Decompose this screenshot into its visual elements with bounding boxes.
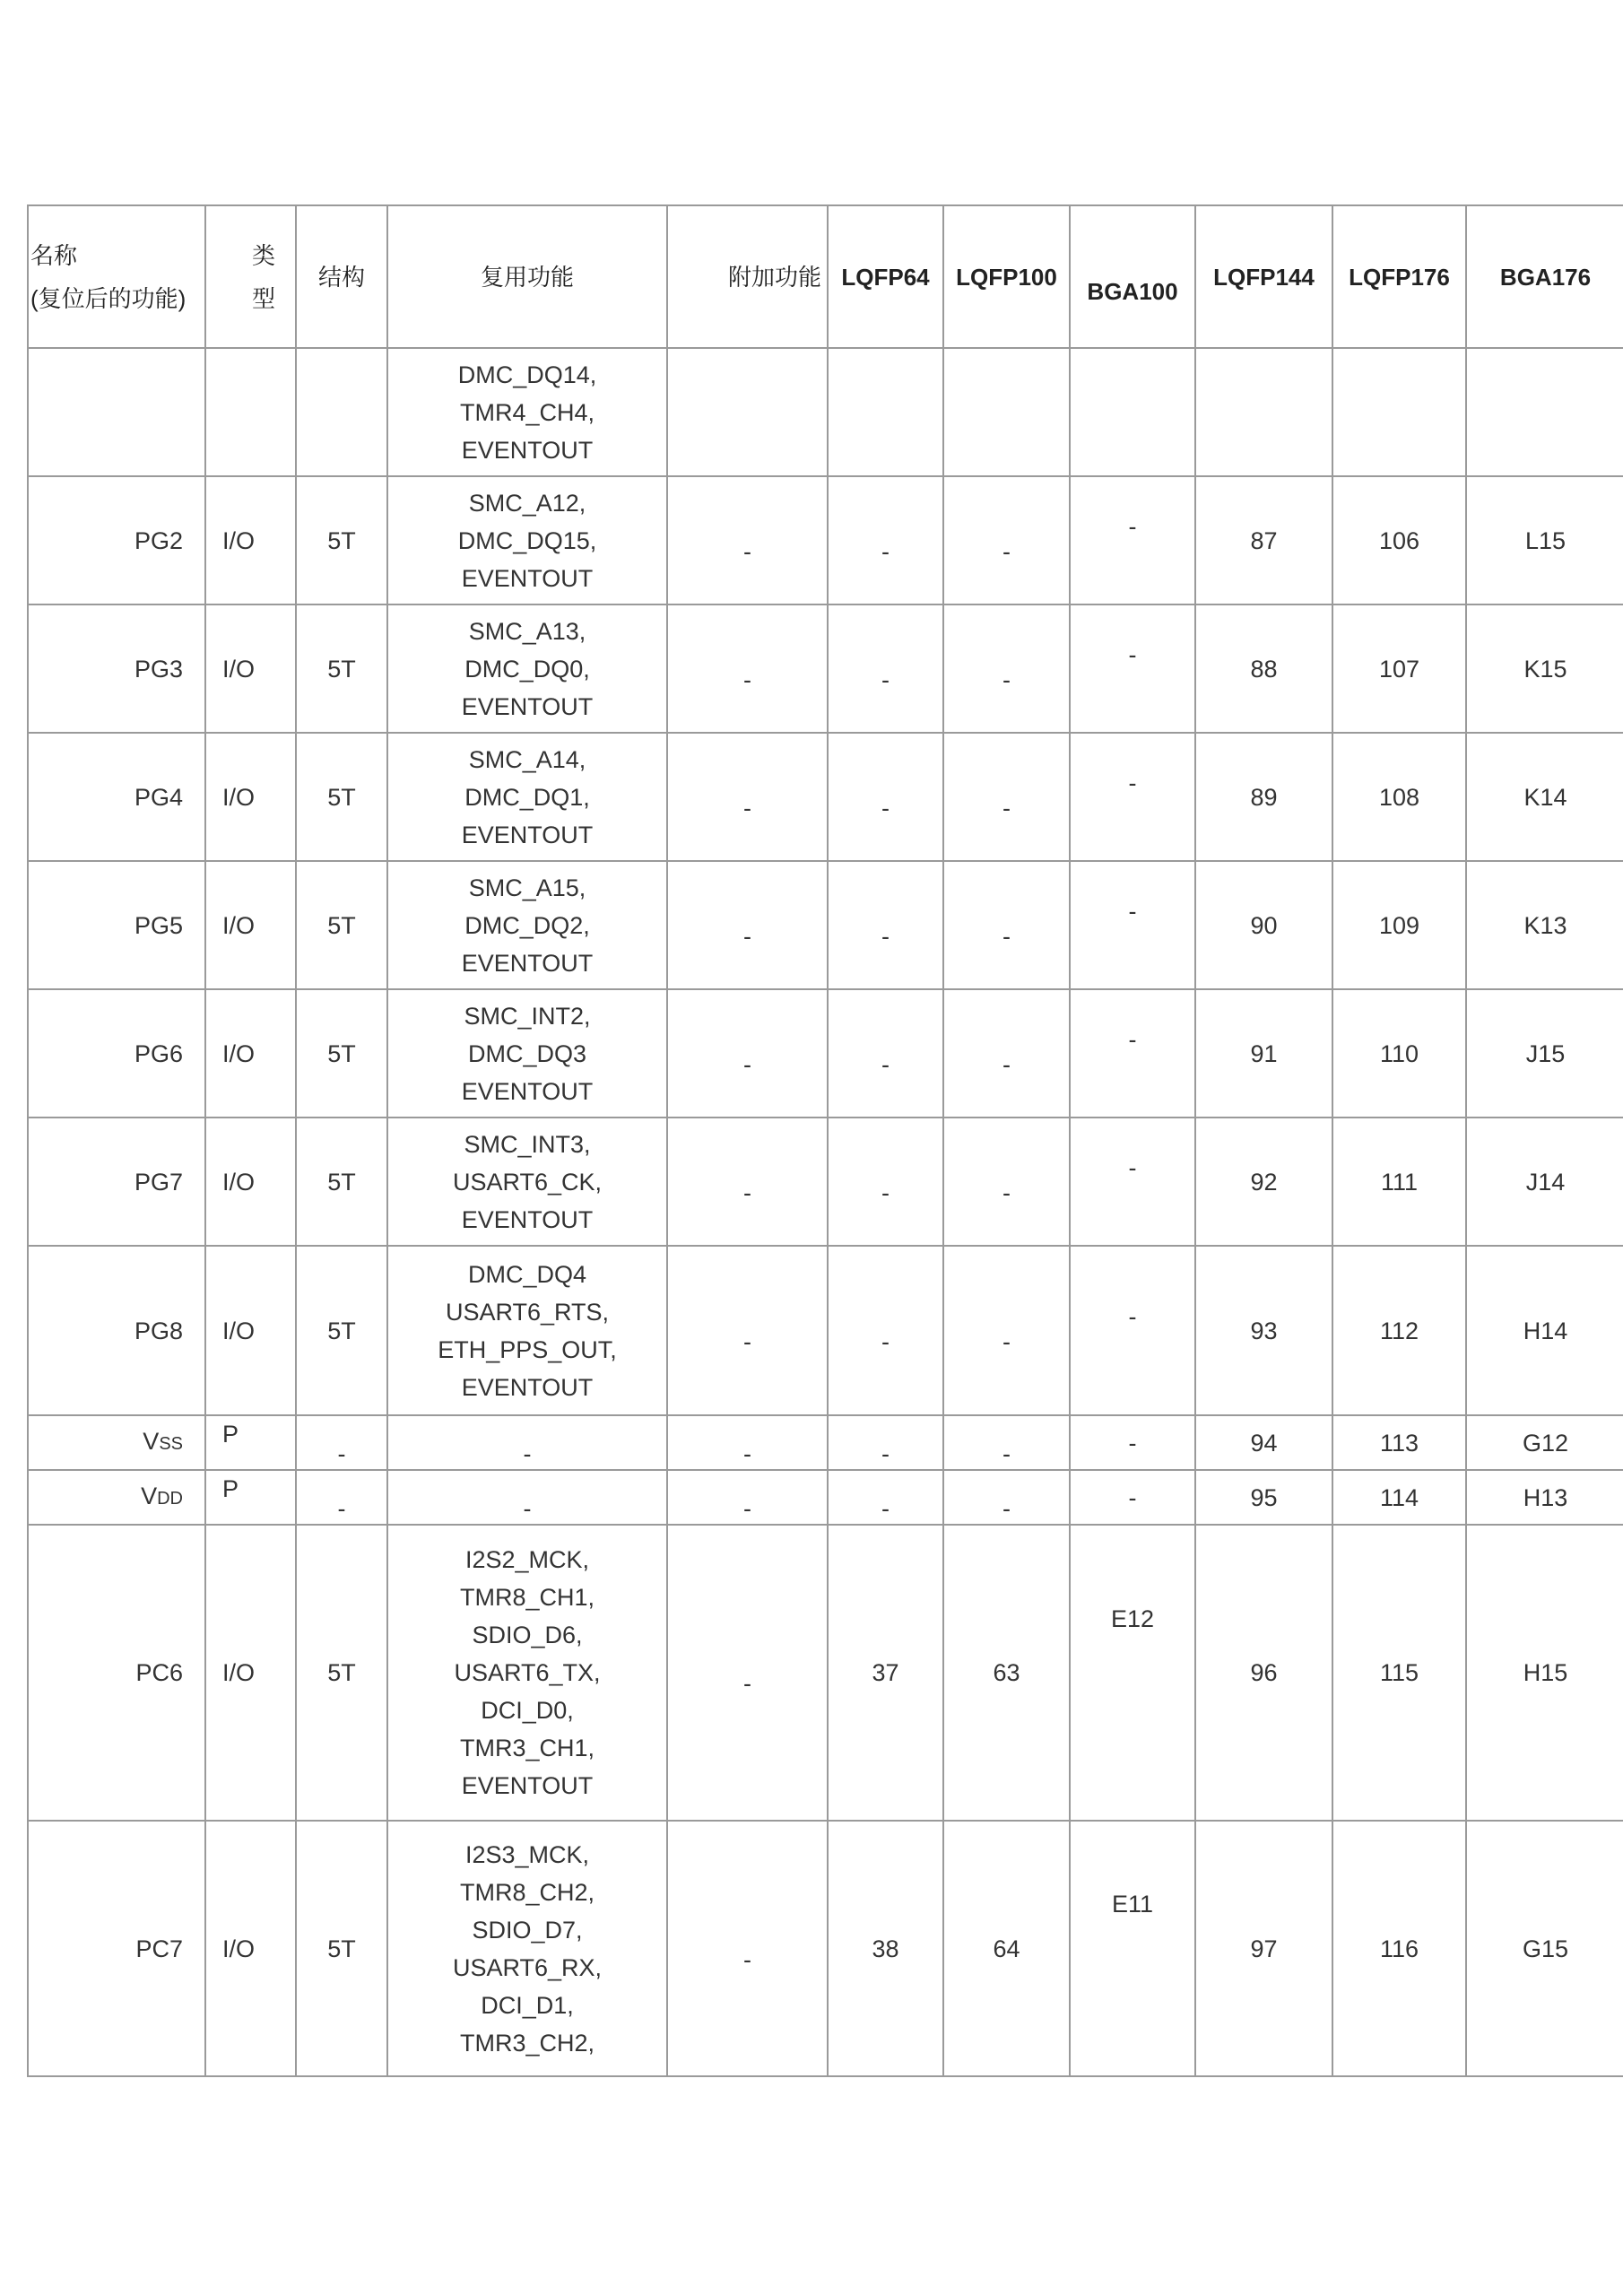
cell-extra-func-value: -: [743, 1670, 751, 1697]
cell-lqfp64: [828, 1415, 943, 1470]
header-bga176: BGA176: [1466, 205, 1623, 348]
cell-structure: 5T: [296, 1246, 387, 1415]
cell-lqfp144: 97: [1195, 1821, 1332, 2076]
alt-function-item: DMC_DQ14,: [457, 361, 597, 388]
cell-extra-func: [667, 861, 828, 989]
cell-bga100: -: [1070, 1470, 1195, 1525]
cell-bga176: G12: [1466, 1415, 1623, 1470]
cell-pin-name: PG7: [28, 1118, 205, 1246]
cell-bga100: [1070, 861, 1195, 989]
cell-extra-func-value: -: [743, 1439, 751, 1467]
alt-function-item: TMR3_CH1,: [459, 1735, 595, 1761]
cell-lqfp64: [828, 989, 943, 1118]
header-structure: 结构: [296, 205, 387, 348]
cell-lqfp100: 63: [943, 1525, 1070, 1821]
cell-alt-functions: [387, 1470, 667, 1525]
cell-extra-func: [667, 1415, 828, 1470]
alt-function-item: DMC_DQ15,: [457, 526, 597, 554]
cell-bga100-value: -: [1128, 1025, 1137, 1053]
cell-lqfp64-value: -: [881, 1494, 890, 1522]
cell-alt-functions: [387, 1525, 667, 1821]
cell-lqfp176: 112: [1332, 1246, 1466, 1415]
cell-pin-name: PG4: [28, 733, 205, 861]
cell-lqfp176: 109: [1332, 861, 1466, 989]
alt-function-item: SMC_A13,: [468, 617, 586, 645]
cell-pin-type: I/O: [205, 1118, 296, 1246]
cell-bga100: [1070, 989, 1195, 1118]
cell-lqfp64: [828, 733, 943, 861]
header-lqfp64: LQFP64: [828, 205, 943, 348]
alt-function-item: DMC_DQ1,: [464, 783, 590, 811]
cell-lqfp144: 89: [1195, 733, 1332, 861]
cell-extra-func: [667, 348, 828, 476]
cell-pin-type: P: [205, 1470, 296, 1525]
cell-bga100: -: [1070, 1415, 1195, 1470]
alt-function-item: USART6_RX,: [452, 1953, 603, 1981]
cell-lqfp176: 110: [1332, 989, 1466, 1118]
cell-bga100: [1070, 348, 1195, 476]
cell-structure: 5T: [296, 1821, 387, 2076]
header-name: 名称 (复位后的功能): [28, 205, 205, 348]
cell-structure: 5T: [296, 604, 387, 733]
cell-bga100-value: -: [1128, 897, 1137, 925]
alt-function-item: USART6_RTS,: [445, 1298, 610, 1326]
cell-lqfp100: [943, 1246, 1070, 1415]
cell-lqfp100: [943, 861, 1070, 989]
cell-pin-type: I/O: [205, 1525, 296, 1821]
cell-structure: 5T: [296, 861, 387, 989]
cell-lqfp64-value: -: [881, 537, 890, 565]
header-alt-func: 复用功能: [387, 205, 667, 348]
cell-lqfp144: 90: [1195, 861, 1332, 989]
cell-lqfp100-value: -: [1002, 1439, 1011, 1467]
cell-bga100-value: -: [1128, 640, 1137, 668]
header-lqfp176: LQFP176: [1332, 205, 1466, 348]
cell-lqfp64: [828, 348, 943, 476]
cell-pin-name: PG6: [28, 989, 205, 1118]
cell-alt-functions: [387, 604, 667, 733]
cell-lqfp64: [828, 476, 943, 604]
cell-extra-func: [667, 989, 828, 1118]
table-row: [28, 1525, 1623, 1821]
cell-pin-name: [28, 348, 205, 476]
table-row: [28, 733, 1623, 861]
cell-extra-func-value: -: [743, 922, 751, 950]
cell-structure: 5T: [296, 1118, 387, 1246]
cell-pin-type: [205, 348, 296, 476]
cell-bga100-value: -: [1128, 1153, 1137, 1181]
cell-extra-func: [667, 1821, 828, 2076]
cell-bga100-value: -: [1128, 512, 1137, 540]
cell-alt-functions: [387, 348, 667, 476]
alt-function-item: SMC_A12,: [468, 489, 586, 517]
pin-name-sub: DD: [157, 1489, 183, 1509]
alt-function-item: ETH_PPS_OUT,: [438, 1335, 617, 1363]
cell-extra-func-value: -: [743, 1178, 751, 1206]
cell-lqfp144: 92: [1195, 1118, 1332, 1246]
cell-lqfp64-value: -: [881, 1439, 890, 1467]
alt-function-item: EVENTOUT: [461, 692, 594, 720]
cell-pin-name: PG3: [28, 604, 205, 733]
alt-function-item: I2S2_MCK,: [464, 1546, 590, 1573]
cell-structure: 5T: [296, 989, 387, 1118]
table-row: [28, 1470, 1623, 1525]
cell-pin-name: PG5: [28, 861, 205, 989]
cell-bga176: H15: [1466, 1525, 1623, 1821]
cell-lqfp64-value: -: [881, 1050, 890, 1078]
cell-lqfp64-value: -: [881, 1327, 890, 1355]
cell-alt-functions: [387, 733, 667, 861]
cell-bga176: J14: [1466, 1118, 1623, 1246]
cell-lqfp64: [828, 1470, 943, 1525]
pin-name-sub: SS: [159, 1434, 183, 1454]
alt-function-item: SMC_A14,: [468, 745, 586, 773]
header-lqfp144: LQFP144: [1195, 205, 1332, 348]
cell-alt-functions: [387, 1246, 667, 1415]
cell-bga176: L15: [1466, 476, 1623, 604]
cell-lqfp100: [943, 476, 1070, 604]
cell-lqfp100: [943, 1470, 1070, 1525]
cell-bga100: [1070, 476, 1195, 604]
cell-pin-type: I/O: [205, 989, 296, 1118]
alt-function-item: SMC_INT2,: [464, 1002, 591, 1030]
cell-lqfp64: 38: [828, 1821, 943, 2076]
cell-pin-name: PG2: [28, 476, 205, 604]
cell-extra-func-value: -: [743, 1494, 751, 1522]
cell-alt-functions: [387, 476, 667, 604]
cell-pin-name: [28, 1415, 205, 1470]
alt-function-item: TMR3_CH2,: [459, 2029, 595, 2057]
alt-function-item: -: [523, 1494, 532, 1522]
cell-lqfp100: [943, 989, 1070, 1118]
alt-function-item: EVENTOUT: [461, 1373, 594, 1401]
alt-function-item: I2S3_MCK,: [464, 1840, 590, 1868]
cell-alt-functions: [387, 1415, 667, 1470]
cell-extra-func: [667, 1525, 828, 1821]
alt-function-item: TMR4_CH4,: [459, 398, 595, 426]
cell-pin-type: P: [205, 1415, 296, 1470]
table-row: [28, 861, 1623, 989]
cell-extra-func-value: -: [743, 1945, 751, 1973]
cell-lqfp144: 88: [1195, 604, 1332, 733]
cell-alt-functions: [387, 861, 667, 989]
table-row: [28, 1415, 1623, 1470]
cell-alt-functions: [387, 1821, 667, 2076]
cell-alt-functions: [387, 989, 667, 1118]
cell-extra-func-value: -: [743, 1050, 751, 1078]
cell-extra-func-value: -: [743, 794, 751, 822]
cell-pin-type: I/O: [205, 733, 296, 861]
cell-bga100: [1070, 604, 1195, 733]
table-row: [28, 989, 1623, 1118]
cell-lqfp176: 107: [1332, 604, 1466, 733]
cell-lqfp64: 37: [828, 1525, 943, 1821]
cell-lqfp144: 91: [1195, 989, 1332, 1118]
cell-lqfp100: [943, 733, 1070, 861]
cell-lqfp176: 115: [1332, 1525, 1466, 1821]
cell-alt-functions: [387, 1118, 667, 1246]
cell-lqfp144: 87: [1195, 476, 1332, 604]
cell-bga176: J15: [1466, 989, 1623, 1118]
cell-extra-func: [667, 1470, 828, 1525]
cell-pin-type: I/O: [205, 1821, 296, 2076]
cell-lqfp100-value: -: [1002, 794, 1011, 822]
cell-lqfp144: 93: [1195, 1246, 1332, 1415]
alt-function-item: DMC_DQ0,: [464, 655, 590, 683]
cell-extra-func: [667, 1246, 828, 1415]
pin-name-main: V: [141, 1483, 158, 1509]
cell-bga100: E11: [1070, 1821, 1195, 2076]
cell-structure-value: -: [337, 1439, 346, 1467]
alt-function-item: DCI_D1,: [481, 1991, 574, 2019]
cell-bga176: K14: [1466, 733, 1623, 861]
cell-bga176: G15: [1466, 1821, 1623, 2076]
table-row: [28, 1246, 1623, 1415]
cell-pin-name: PG8: [28, 1246, 205, 1415]
cell-bga176: K13: [1466, 861, 1623, 989]
cell-bga100: E12: [1070, 1525, 1195, 1821]
cell-lqfp176: [1332, 348, 1466, 476]
cell-lqfp100: [943, 1415, 1070, 1470]
cell-lqfp64: [828, 604, 943, 733]
cell-pin-name: PC7: [28, 1821, 205, 2076]
alt-function-item: SMC_INT3,: [464, 1130, 591, 1158]
cell-bga176: H14: [1466, 1246, 1623, 1415]
cell-lqfp176: 113: [1332, 1415, 1466, 1470]
table-row: [28, 348, 1623, 476]
table-row: [28, 1118, 1623, 1246]
cell-lqfp100: 64: [943, 1821, 1070, 2076]
cell-structure: 5T: [296, 733, 387, 861]
alt-function-item: EVENTOUT: [461, 1205, 594, 1233]
alt-function-item: DCI_D0,: [481, 1697, 574, 1724]
alt-function-item: DMC_DQ3: [467, 1039, 587, 1067]
alt-function-item: USART6_TX,: [454, 1659, 601, 1686]
alt-function-item: EVENTOUT: [461, 564, 594, 592]
alt-function-item: EVENTOUT: [461, 949, 594, 977]
cell-lqfp64: [828, 861, 943, 989]
cell-extra-func: [667, 1118, 828, 1246]
alt-function-item: DMC_DQ2,: [464, 911, 590, 939]
alt-function-item: DMC_DQ4: [467, 1260, 587, 1288]
cell-lqfp100-value: -: [1002, 1050, 1011, 1078]
cell-bga100: [1070, 733, 1195, 861]
cell-extra-func: [667, 604, 828, 733]
cell-structure: 5T: [296, 476, 387, 604]
table-body: [28, 348, 1623, 2076]
cell-pin-type: I/O: [205, 604, 296, 733]
cell-lqfp100-value: -: [1002, 922, 1011, 950]
cell-bga100: [1070, 1118, 1195, 1246]
cell-pin-name: PC6: [28, 1525, 205, 1821]
alt-function-item: SDIO_D6,: [472, 1622, 583, 1648]
cell-structure-value: -: [337, 1494, 346, 1522]
cell-lqfp64: [828, 1118, 943, 1246]
alt-function-item: EVENTOUT: [461, 821, 594, 848]
alt-function-item: EVENTOUT: [461, 1772, 594, 1799]
cell-lqfp100-value: -: [1002, 1494, 1011, 1522]
cell-lqfp176: 114: [1332, 1470, 1466, 1525]
cell-lqfp100: [943, 348, 1070, 476]
cell-extra-func: [667, 476, 828, 604]
table-header-row: [28, 205, 1623, 348]
cell-pin-type: I/O: [205, 476, 296, 604]
header-bga100: BGA100: [1070, 205, 1195, 348]
cell-pin-type: I/O: [205, 1246, 296, 1415]
cell-pin-type: I/O: [205, 861, 296, 989]
cell-lqfp64-value: -: [881, 794, 890, 822]
cell-extra-func-value: -: [743, 537, 751, 565]
alt-function-item: SDIO_D7,: [472, 1916, 583, 1944]
cell-lqfp144: 94: [1195, 1415, 1332, 1470]
cell-lqfp64: [828, 1246, 943, 1415]
cell-lqfp100-value: -: [1002, 537, 1011, 565]
pin-definition-table: [27, 204, 1623, 2077]
cell-pin-name: [28, 1470, 205, 1525]
cell-lqfp144: 95: [1195, 1470, 1332, 1525]
cell-structure: [296, 348, 387, 476]
alt-function-item: EVENTOUT: [461, 1077, 594, 1105]
cell-lqfp144: [1195, 348, 1332, 476]
cell-structure: 5T: [296, 1525, 387, 1821]
cell-lqfp64-value: -: [881, 922, 890, 950]
cell-structure: [296, 1470, 387, 1525]
cell-structure: [296, 1415, 387, 1470]
cell-extra-func: [667, 733, 828, 861]
header-lqfp100: LQFP100: [943, 205, 1070, 348]
cell-lqfp64-value: -: [881, 665, 890, 693]
alt-function-item: USART6_CK,: [452, 1168, 603, 1196]
cell-lqfp144: 96: [1195, 1525, 1332, 1821]
cell-extra-func-value: -: [743, 665, 751, 693]
cell-bga100-value: -: [1128, 769, 1137, 796]
table-row: [28, 604, 1623, 733]
alt-function-item: -: [523, 1439, 532, 1467]
cell-bga176: H13: [1466, 1470, 1623, 1525]
cell-bga176: K15: [1466, 604, 1623, 733]
cell-lqfp100: [943, 604, 1070, 733]
pin-name-main: V: [143, 1428, 160, 1455]
cell-lqfp100-value: -: [1002, 1327, 1011, 1355]
alt-function-item: TMR8_CH1,: [459, 1584, 595, 1611]
cell-lqfp100-value: -: [1002, 1178, 1011, 1206]
cell-lqfp64-value: -: [881, 1178, 890, 1206]
cell-lqfp176: 108: [1332, 733, 1466, 861]
header-type: 类 型: [205, 205, 296, 348]
cell-lqfp176: 116: [1332, 1821, 1466, 2076]
cell-bga100: [1070, 1246, 1195, 1415]
alt-function-item: EVENTOUT: [461, 436, 594, 464]
cell-lqfp176: 111: [1332, 1118, 1466, 1246]
table-row: [28, 1821, 1623, 2076]
header-extra-func: 附加功能: [667, 205, 828, 348]
alt-function-item: SMC_A15,: [468, 874, 586, 901]
alt-function-item: TMR8_CH2,: [459, 1878, 595, 1906]
cell-lqfp100: [943, 1118, 1070, 1246]
cell-bga100-value: -: [1128, 1302, 1137, 1330]
cell-bga176: [1466, 348, 1623, 476]
table-row: [28, 476, 1623, 604]
cell-lqfp100-value: -: [1002, 665, 1011, 693]
cell-extra-func-value: -: [743, 1327, 751, 1355]
cell-lqfp176: 106: [1332, 476, 1466, 604]
